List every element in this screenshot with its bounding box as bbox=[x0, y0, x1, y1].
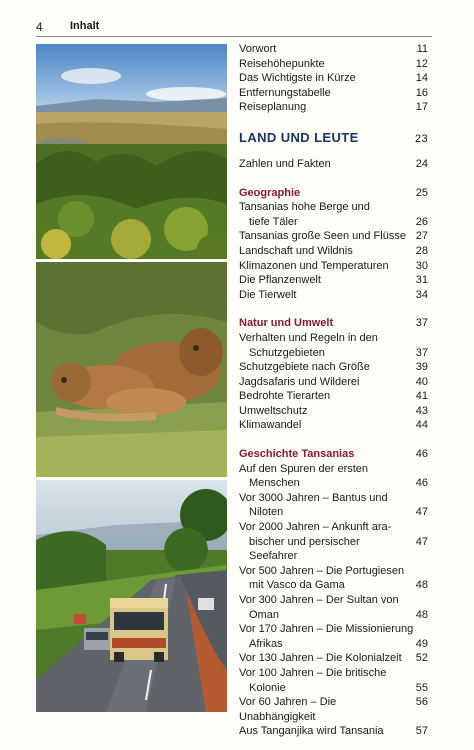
toc-entry[interactable]: Vor 300 Jahren – Der Sultan von bbox=[239, 594, 399, 606]
toc-entry[interactable]: Vor 60 Jahren – Die Unabhängigkeit 56 bbox=[239, 696, 428, 723]
toc-entry[interactable]: Vor 500 Jahren – Die Portugiesen bbox=[239, 564, 405, 577]
toc-entry[interactable]: Reisehöhepunkte 12 bbox=[239, 57, 428, 70]
toc-entry[interactable]: Die Pflanzenwelt 31 bbox=[239, 274, 428, 287]
toc-entry-continuation[interactable]: tiefe Täler 26 bbox=[249, 215, 428, 228]
toc-entry[interactable]: Klimazonen und Temperaturen 30 bbox=[239, 259, 428, 272]
toc-entry-continuation[interactable]: mit Vasco da Gama 48 bbox=[249, 579, 428, 592]
table-of-contents bbox=[239, 42, 428, 739]
toc-entry[interactable]: Landschaft und Wildnis 28 bbox=[239, 244, 428, 257]
toc-entry-continuation[interactable]: Kolonie 55 bbox=[249, 681, 428, 694]
toc-entry[interactable]: Das Wichtigste in Kürze 14 bbox=[239, 72, 428, 85]
toc-entry-continuation[interactable]: Oman 48 bbox=[249, 608, 428, 621]
toc-entry-continuation[interactable]: Menschen 46 bbox=[249, 477, 428, 490]
toc-entry-continuation[interactable]: Schutzgebieten 37 bbox=[249, 346, 428, 359]
toc-section-heading[interactable]: Geschichte Tansanias 46 bbox=[239, 448, 428, 461]
header-rule bbox=[36, 36, 432, 37]
toc-chapter-heading[interactable]: LAND UND LEUTE 23 bbox=[239, 129, 428, 145]
toc-section-geschichte bbox=[239, 447, 428, 739]
toc-entry[interactable]: Entfernungstabelle 16 bbox=[239, 86, 428, 99]
photo-road-bus bbox=[36, 480, 227, 712]
toc-intro-list bbox=[239, 42, 428, 115]
toc-entry[interactable]: Vor 100 Jahren – Die britische bbox=[239, 666, 387, 679]
toc-entry[interactable]: Umweltschutz 43 bbox=[239, 404, 428, 417]
toc-section-heading[interactable]: Natur und Umwelt 37 bbox=[239, 317, 428, 330]
toc-entry[interactable]: Jagdsafaris und Wilderei 40 bbox=[239, 375, 428, 388]
toc-entry-continuation[interactable]: Afrikas 49 bbox=[249, 637, 428, 650]
photo-lions bbox=[36, 262, 227, 477]
toc-entry[interactable]: Vorwort 11 bbox=[239, 43, 428, 55]
toc-entry[interactable]: Tansanias hohe Berge und bbox=[239, 201, 370, 214]
page-number: 4 bbox=[36, 20, 43, 34]
toc-entry-continuation[interactable]: Niloten 47 bbox=[249, 506, 428, 519]
toc-section-geographie bbox=[239, 186, 428, 303]
toc-entry[interactable]: Vor 170 Jahren – Die Missionierung bbox=[239, 623, 414, 636]
toc-entry[interactable]: Vor 3000 Jahren – Bantus und bbox=[239, 491, 388, 504]
header-title: Inhalt bbox=[70, 20, 100, 32]
toc-entry[interactable]: Auf den Spuren der ersten bbox=[239, 462, 369, 475]
toc-entry[interactable]: Tansanias große Seen und Flüsse 27 bbox=[239, 230, 428, 243]
toc-entry[interactable]: Schutzgebiete nach Größe 39 bbox=[239, 361, 428, 374]
running-header bbox=[36, 20, 432, 36]
toc-entry[interactable]: Aus Tanganjika wird Tansania 57 bbox=[239, 725, 428, 738]
toc-entry[interactable]: Zahlen und Fakten 24 bbox=[239, 157, 428, 170]
toc-entry[interactable]: Vor 2000 Jahren – Ankunft ara- bbox=[239, 521, 392, 534]
toc-section-heading[interactable]: Geographie 25 bbox=[239, 186, 428, 199]
toc-entry[interactable]: Vor 130 Jahren – Die Kolonialzeit 52 bbox=[239, 652, 428, 665]
toc-section-natur bbox=[239, 316, 428, 433]
photo-crater-landscape bbox=[36, 44, 227, 259]
toc-entry[interactable]: Reiseplanung 17 bbox=[239, 101, 428, 114]
toc-entry[interactable]: Bedrohte Tierarten 41 bbox=[239, 390, 428, 403]
toc-entry[interactable]: Verhalten und Regeln in den bbox=[239, 331, 378, 344]
toc-entry-continuation[interactable]: bischer und persischer Seefahrer 47 bbox=[249, 535, 428, 563]
toc-entry[interactable]: Die Tierwelt 34 bbox=[239, 288, 428, 301]
toc-entry[interactable]: Klimawandel 44 bbox=[239, 419, 428, 432]
